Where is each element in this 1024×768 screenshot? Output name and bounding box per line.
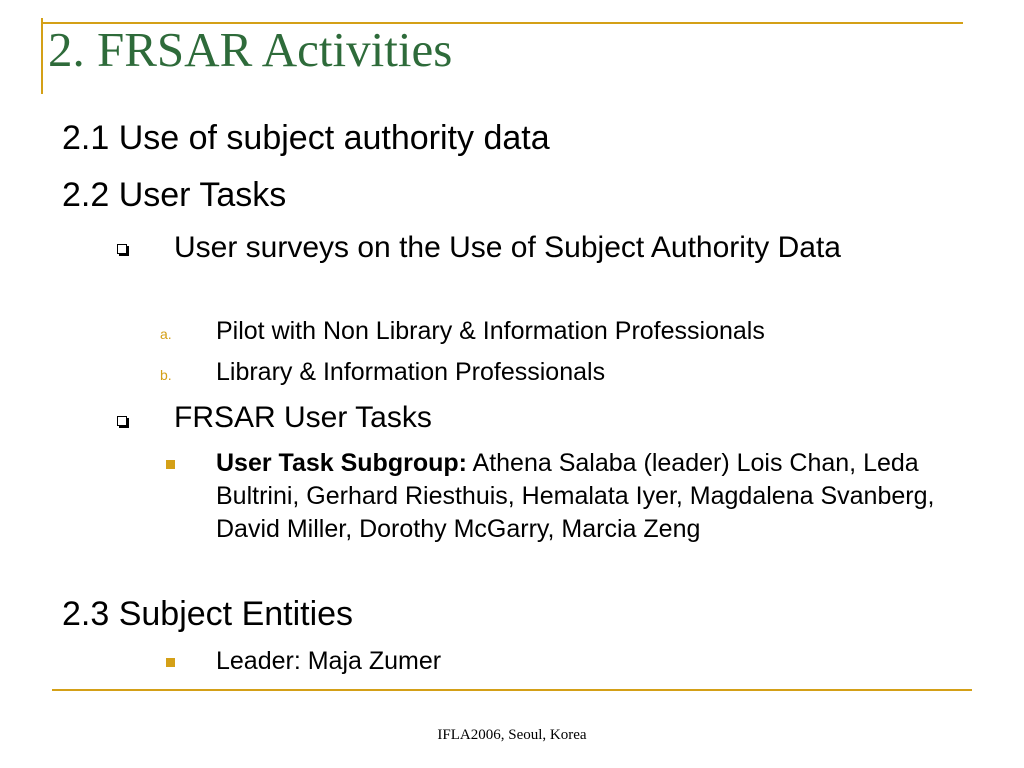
subitem-pilot: Pilot with Non Library & Information Professionals: [216, 317, 765, 345]
subgroup-members: Athena Salaba (leader) Lois Chan, Leda Bultrini, Gerhard Riesthuis, Hemalata Iyer, Magdalena Svanberg, David Miller, Dorothy McGarry, Marcia Zeng: [216, 449, 935, 543]
bullet-frsar-user-tasks: FRSAR User Tasks: [174, 401, 432, 434]
title-accent-vertical-line: [41, 18, 43, 94]
slide-title: 2. FRSAR Activities: [48, 22, 453, 77]
slide-footer: IFLA2006, Seoul, Korea: [437, 727, 587, 743]
subitem-user-task-subgroup: [216, 447, 936, 546]
list-marker-a: a.: [160, 326, 172, 342]
section-2-2-heading: 2.2 User Tasks: [62, 176, 287, 214]
filled-square-bullet-icon: [166, 658, 175, 667]
subitem-leader-maja-zumer: Leader: Maja Zumer: [216, 647, 442, 675]
footer-divider: [52, 689, 972, 691]
subgroup-label: User Task Subgroup:: [216, 449, 467, 477]
square-bullet-icon: [117, 416, 127, 426]
list-marker-b: b.: [160, 367, 172, 383]
section-2-3-heading: 2.3 Subject Entities: [62, 595, 354, 633]
bullet-user-surveys: User surveys on the Use of Subject Authority Data: [174, 231, 841, 264]
filled-square-bullet-icon: [166, 460, 175, 469]
square-bullet-icon: [117, 244, 127, 254]
subitem-library-professionals: Library & Information Professionals: [216, 358, 606, 386]
section-2-1-heading: 2.1 Use of subject authority data: [62, 119, 550, 157]
